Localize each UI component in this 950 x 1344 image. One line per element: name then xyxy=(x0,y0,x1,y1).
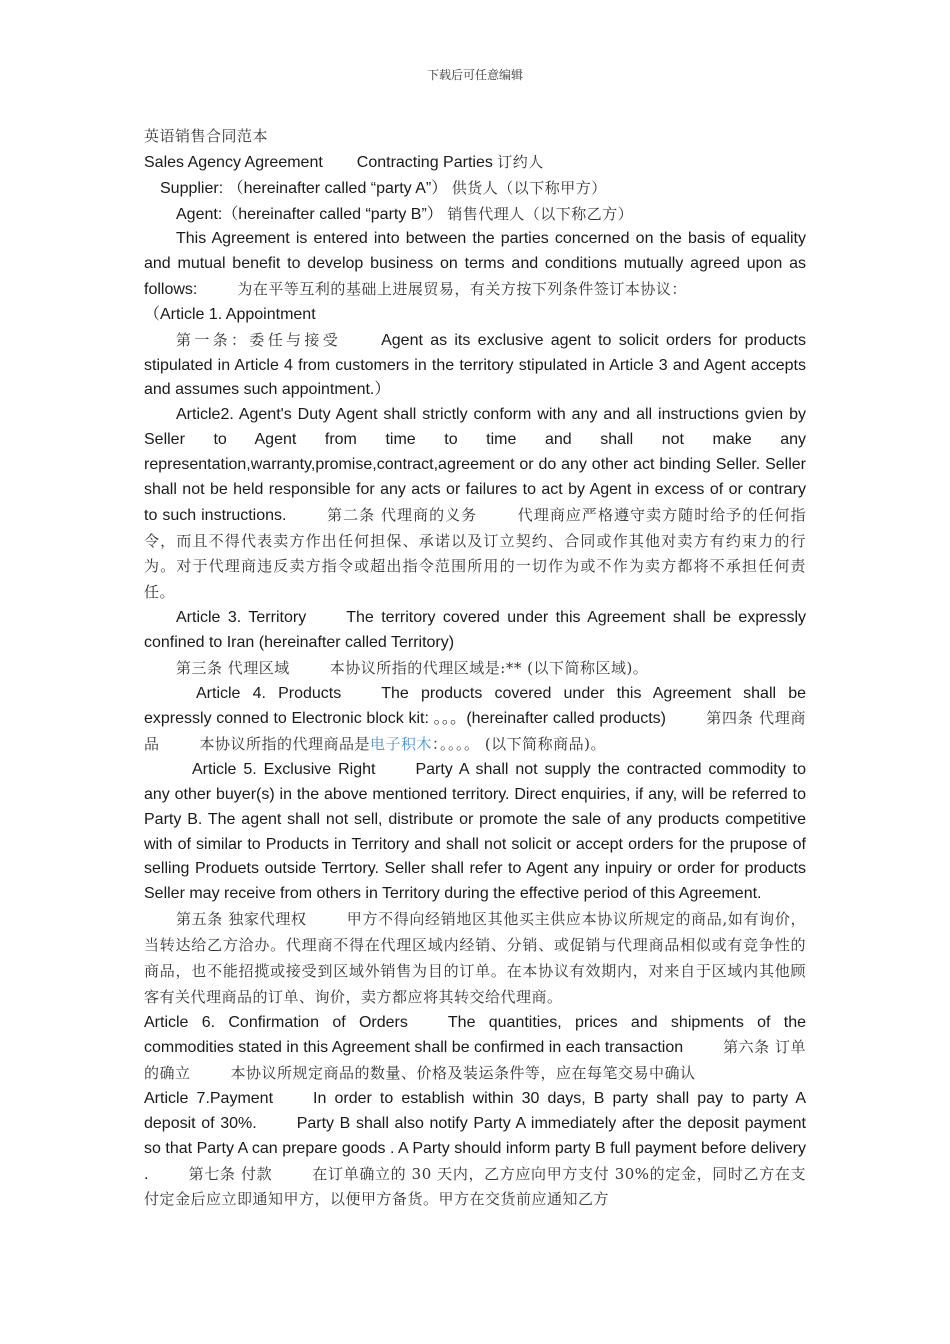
article-4-body: Article 4. Products The products covered under this Agreement shall be expressly conned to Electronic block kit: 。。。(hereinafter called products) 第四条 代理商品 本协议所指的代理商品是电子积木：。。。。 (以下简称商品)。 xyxy=(144,684,807,754)
article-3-body: Article 3. Territory The territory covered under this Agreement shall be expressly confined to Iran (hereinafter called Territory) xyxy=(144,609,807,651)
article-5-chinese: 第五条 独家代理权 甲方不得向经销地区其他买主供应本协议所规定的商品,如有询价，当转达给乙方洽办。代理商不得在代理区域内经销、分销、或促销与代理商品相似或有竞争性的商品，也不能招揽或接受到区域外销售为目的订单。在本协议有效期内，对来自于区域内其他顾客有关代理商品的订单、询价，卖方都应将其转交给代理商。 xyxy=(144,910,806,1006)
article-3-chinese: 第三条 代理区域 本协议所指的代理区域是:** (以下简称区域)。 xyxy=(176,658,649,677)
electronic-block-link[interactable]: 电子积木 xyxy=(370,735,433,754)
intro-paragraph: This Agreement is entered into between the parties concerned on the basis of equality and mutual benefit to develop business on terms and conditions mutually agreed upon as follows: 为在平等互利的基础上进展贸易，有关方按下列条件签订本协议： xyxy=(144,230,806,299)
document-title: 英语销售合同范本 xyxy=(144,127,269,145)
article-7-body: Article 7.Payment In order to establish within 30 days, B party shall pay to party A deposit of 30%. Party B shall also notify Party A immediately after the deposit payment so that Party A can prepare goods . A Party should inform party B full payment before delivery . 第七条 付款 在订单确立的 30 天内，乙方应向甲方支付 30%的定金，同时乙方在支付定金后应立即通知甲方，以便甲方备货。甲方在交货前应通知乙方 xyxy=(144,1090,807,1209)
article-2-body: Article2. Agent's Duty Agent shall strictly conform with any and all instructions gvien by Seller to Agent from time to time and shall not make any representation,warranty,promise,contract,agreement or do any other act binding Seller. Seller shall not be held responsible for any acts or failures to act by Agent in excess of or contrary to such instructions. 第二条 代理商的义务 代理商应严格遵守卖方随时给予的任何指令，而且不得代表卖方作出任何担保、承诺以及订立契约、合同或作其他对卖方有约束力的行为。对于代理商违反卖方指令或超出指令范围所用的一切作为或不作为卖方都将不承担任何责任。 xyxy=(144,406,806,602)
article-1-heading: （Article 1. Appointment xyxy=(144,305,316,323)
contract-body xyxy=(144,124,806,1213)
agent-line: Agent:（hereinafter called “party B”） 销售代理人（以下称乙方） xyxy=(176,204,634,223)
article-5-body: Article 5. Exclusive Right Party A shall not supply the contracted commodity to any other buyer(s) in the above mentioned territory. Direct enquiries, if any, will be referred to Party B. The agent shall not sell, distribute or promote the sale of any products competitive with of similar to Products in Territory and shall not solicit or accept orders for the prupose of selling Produets outside Terrtory. Seller shall refer to Agent any inpuiry or order for products Seller may receive from others in Territory during the effective period of this Agreement. xyxy=(144,761,807,903)
page-header-note: 下载后可任意编辑 xyxy=(426,68,523,82)
article-6-body: Article 6. Confirmation of Orders The quantities, prices and shipments of the commodities stated in this Agreement shall be confirmed in each transaction 第六条 订单的确立 本协议所规定商品的数量、价格及装运条件等，应在每笔交易中确认 xyxy=(144,1013,806,1083)
contract-parties-line: Sales Agency Agreement Contracting Parties 订约人 xyxy=(144,152,544,171)
article-1-body: 第一条：委任与接受 Agent as its exclusive agent to solicit orders for products stipulated in Article 4 from customers in the territory stipulated in Article 3 and Agent accepts and assumes such appointment.） xyxy=(144,330,806,399)
supplier-line: Supplier: （hereinafter called “party A”） 供货人（以下称甲方） xyxy=(160,178,607,197)
